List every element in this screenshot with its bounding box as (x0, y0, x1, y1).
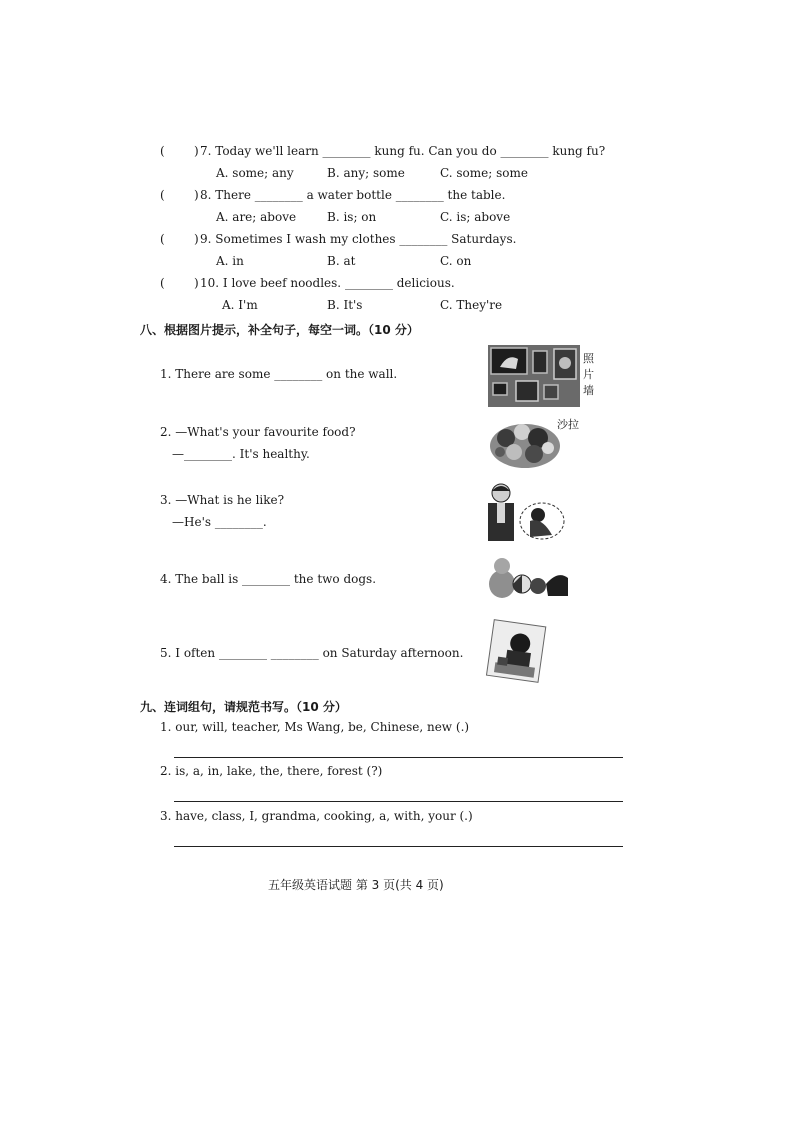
polite-boy-image (486, 481, 568, 546)
option-b: B. any; some (327, 166, 405, 180)
word-list: 2. is, a, in, lake, the, there, forest (?) (160, 764, 383, 778)
option-c: C. is; above (440, 210, 511, 224)
answer-paren-close: ) (194, 188, 199, 202)
word-list: 1. our, will, teacher, Ms Wang, be, Chinese, new (.) (160, 720, 470, 734)
section-9-title: 九、连词组句，请规范书写。（10 分） (140, 700, 347, 714)
hint-char: 照 (583, 352, 594, 365)
fill-in-sentence-line2: —________. It's healthy. (172, 447, 310, 461)
question-text: 7. Today we'll learn ________ kung fu. Can you do ________ kung fu? (200, 144, 606, 158)
girl-activity-image (485, 619, 547, 688)
answer-paren-open[interactable]: ( (160, 188, 165, 202)
option-c: C. They're (440, 298, 503, 312)
option-a: A. I'm (222, 298, 258, 312)
question-text: 8. There ________ a water bottle ________ the table. (200, 188, 506, 202)
option-a: A. are; above (216, 210, 297, 224)
answer-paren-open[interactable]: ( (160, 144, 165, 158)
answer-line[interactable] (174, 757, 623, 758)
question-text: 9. Sometimes I wash my clothes ________ Saturdays. (200, 232, 517, 246)
fill-in-sentence: 1. There are some ________ on the wall. (160, 367, 398, 381)
photo-wall-image (488, 345, 580, 410)
hint-char: 墙 (583, 384, 594, 397)
salad-image (488, 416, 563, 475)
question-text: 10. I love beef noodles. ________ delicious. (200, 276, 455, 290)
page-footer: 五年级英语试题 第 3 页(共 4 页) (268, 878, 444, 892)
answer-paren-close: ) (194, 232, 199, 246)
dogs-and-ball-image (486, 556, 570, 605)
fill-in-sentence-line2: —He's ________. (172, 515, 267, 529)
option-b: B. at (327, 254, 356, 268)
fill-in-sentence: 2. —What's your favourite food? (160, 425, 356, 439)
option-b: B. is; on (327, 210, 377, 224)
answer-paren-open[interactable]: ( (160, 276, 165, 290)
option-b: B. It's (327, 298, 363, 312)
answer-line[interactable] (174, 846, 623, 847)
hint-photo-wall (583, 351, 594, 399)
section-8-title: 八、根据图片提示，补全句子，每空一词。（10 分） (140, 323, 419, 337)
answer-paren-open[interactable]: ( (160, 232, 165, 246)
hint-char: 片 (583, 368, 594, 381)
option-c: C. some; some (440, 166, 528, 180)
answer-paren-close: ) (194, 144, 199, 158)
option-a: A. in (216, 254, 244, 268)
option-a: A. some; any (216, 166, 294, 180)
fill-in-sentence: 5. I often ________ ________ on Saturday afternoon. (160, 646, 464, 660)
option-c: C. on (440, 254, 472, 268)
answer-paren-close: ) (194, 276, 199, 290)
fill-in-sentence: 3. —What is he like? (160, 493, 285, 507)
hint-salad: 沙拉 (557, 418, 579, 431)
answer-line[interactable] (174, 801, 623, 802)
fill-in-sentence: 4. The ball is ________ the two dogs. (160, 572, 377, 586)
word-list: 3. have, class, I, grandma, cooking, a, with, your (.) (160, 809, 473, 823)
